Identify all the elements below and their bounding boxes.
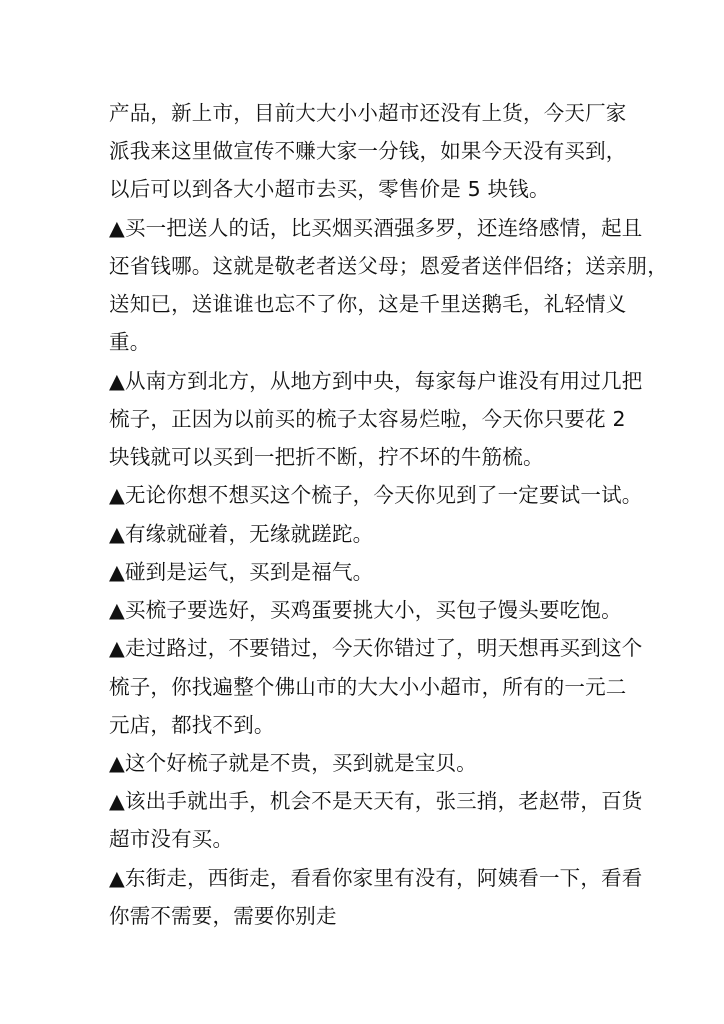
paragraph — [109, 782, 643, 858]
text-line: 超市没有买。 — [109, 827, 234, 852]
text-line: ▲无论你想不想买这个梳子，今天你见到了一定要试一试。 — [109, 483, 643, 508]
text-line: 元店，都找不到。 — [109, 712, 275, 737]
text-line: ▲有缘就碰着，无缘就蹉跎。 — [109, 521, 374, 546]
paragraph — [109, 553, 629, 591]
document-page — [109, 94, 668, 935]
text-line: 重。 — [109, 330, 151, 355]
text-line: 产品，新上市，目前大大小小超市还没有上货，今天厂家 — [109, 101, 627, 125]
text-line: 送知已，送谁谁也忘不了你，这是千里送鹅毛，礼轻情义 — [109, 292, 627, 317]
text-line: 块钱就可以买到一把折不断，拧不坏的牛筋梳。 — [109, 445, 544, 470]
paragraph — [109, 515, 629, 553]
text-line: ▲东街走，西街走，看看你家里有没有，阿姨看一下，看看 — [109, 865, 643, 890]
paragraph — [109, 476, 643, 514]
text-line: ▲这个好梳子就是不贵，买到就是宝贝。 — [109, 750, 477, 775]
text-line: 派我来这里做宣传不赚大家一分钱，如果今天没有买到， — [109, 139, 627, 164]
paragraph — [109, 591, 629, 629]
text-line: ▲买一把送人的话，比买烟买酒强多罗，还连络感情，起且 — [109, 215, 643, 240]
text-line: ▲买梳子要选好，买鸡蛋要挑大小，买包子馒头要吃饱。 — [109, 598, 622, 623]
text-line: 你需不需要，需要你别走 — [109, 903, 337, 928]
text-line: ▲该出手就出手，机会不是天天有，张三捎，老赵带，百货 — [109, 789, 643, 814]
text-line: ▲走过路过，不要错过，今天你错过了，明天想再买到这个 — [109, 636, 643, 661]
paragraph — [109, 744, 629, 782]
text-line: ▲碰到是运气，买到是福气。 — [109, 559, 374, 584]
text-line: 还省钱哪。这就是敬老者送父母；恩爱者送伴侣络；送亲朋， — [109, 253, 668, 278]
paragraph — [109, 209, 668, 362]
text-line: ▲从南方到北方，从地方到中央，每家每户谁没有用过几把 — [109, 368, 643, 393]
text-line: 以后可以到各大小超市去买，零售价是 5 块钱。 — [109, 177, 550, 202]
text-line: 梳子，你找遍整个佛山市的大大小小超市，所有的一元二 — [109, 674, 627, 699]
text-line: 梳子，正因为以前买的梳子太容易烂啦，今天你只要花 2 — [109, 406, 626, 431]
paragraph — [109, 859, 643, 935]
paragraph — [109, 94, 629, 209]
paragraph — [109, 629, 643, 744]
paragraph — [109, 362, 643, 477]
